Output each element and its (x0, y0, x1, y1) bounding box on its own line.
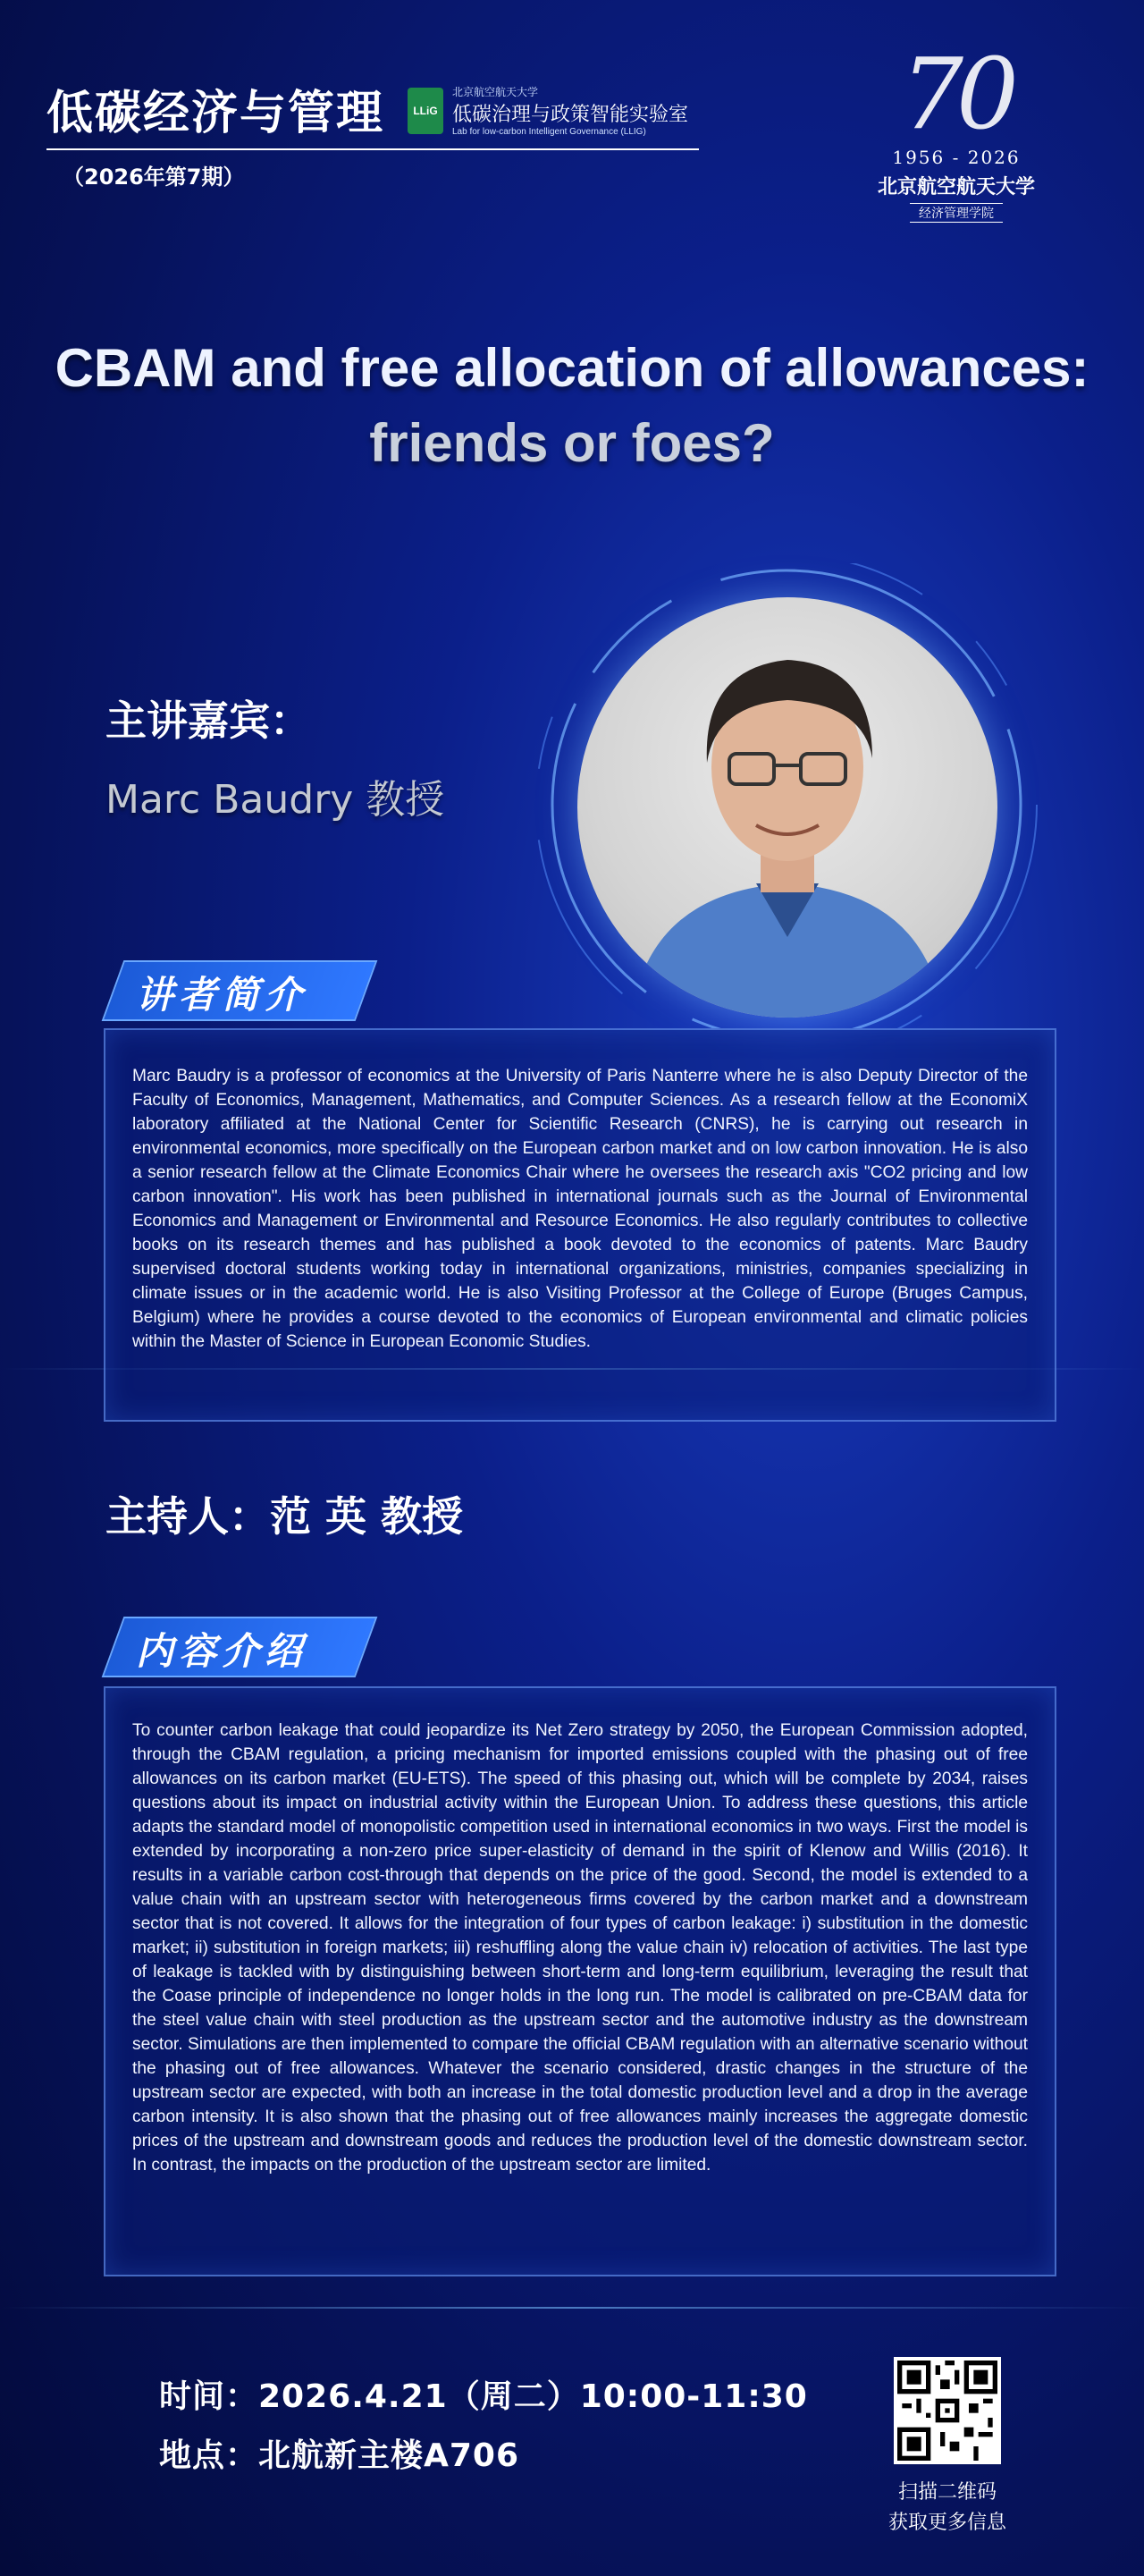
lab-university: 北京航空航天大学 (452, 86, 539, 98)
host-label: 主持人：范 英 教授 (105, 1492, 464, 1541)
content-panel (104, 1686, 1056, 2276)
anniversary-university: 北京航空航天大学 (877, 175, 1035, 198)
lab-logo (408, 88, 443, 134)
lab-block (408, 84, 688, 137)
event-place: 地点：北航新主楼A706 (159, 2437, 520, 2474)
anniversary-number: 70 (901, 37, 1012, 151)
header-divider (46, 148, 699, 150)
talk-title-line2: friends or foes? (369, 413, 775, 473)
anniversary-logo (876, 37, 1037, 223)
series-title: 低碳经济与管理 (46, 87, 385, 140)
talk-title-line1: CBAM and free allocation of allowances: (55, 338, 1089, 398)
content-section-title: 内容介绍 (136, 1629, 308, 1673)
qr-caption-more-info: 获取更多信息 (887, 2512, 1006, 2534)
event-time: 时间：2026.4.21（周二）10:00-11:30 (159, 2378, 808, 2415)
anniversary-school: 经济管理学院 (910, 203, 1003, 223)
qr-code-pattern (897, 2361, 997, 2461)
bio-text: Marc Baudry is a professor of economics at the University of Paris Nanterre where he is also Deputy Director of the Faculty of Economics, Management, Mathematics, and Computer Sciences. As a research fellow at the EconomiX laboratory affiliated at the National Center for Scientific Research (CNRS), he is carrying out research in environmental economics, more specifically on the European carbon market and on low carbon innovation. He is also a senior research fellow at the Climate Economics Chair where he oversees the research axis "CO2 pricing and low carbon innovation". His work has been published in international journals such as the Journal of Environmental Economics and Management or Environmental and Resource Economics. He also regularly contributes to collective books on its research themes and has published a book devoted to the economics of patents. Marc Baudry supervised doctoral students working today in international organizations, ministries, companies specializing in climate issues or in the academic world. He is also Visiting Professor at the College of Europe (Bruges Campus, Belgium) where he provides a course devoted to the economics of European environmental and climatic policies within the Master of Science in European Economic Studies. (132, 1067, 1028, 1351)
speaker-photo (577, 597, 997, 1018)
speaker-photo-illustration (577, 597, 997, 1018)
anniversary-years: 1956 - 2026 (892, 147, 1021, 168)
bio-panel (104, 1028, 1056, 1422)
lab-logo-text: LLiG (413, 104, 438, 117)
qr-caption-scan: 扫描二维码 (897, 2481, 997, 2504)
content-text: To counter carbon leakage that could jeopardize its Net Zero strategy by 2050, the European Commission adopted, through the CBAM regulation, a pricing mechanism for imported emissions coupled with the phasing out of free allowances on its carbon market (EU-ETS). The speed of this phasing out, which will be complete by 2034, raises questions about its impact on industrial activity within the European Union. To address these questions, this article adapts the standard model of monopolistic competition used in international economics in two ways. First the model is extended by incorporating a non-zero price super-elasticity of demand in the spirit of Klenow and Willis (2016). It results in a variable carbon cost-through that depends on the price of the good. Second, the model is extended to a value chain with an upstream sector with heterogeneous firms covered by the carbon market and a downstream sector that is not covered. It allows for the integration of four types of carbon leakage: i) substitution in the domestic market; ii) substitution in foreign markets; iii) reshuffling along the value chain iv) relocation of activities. The last type of leakage is tackled with by distinguishing between short-term and long-term equilibrium, leveraging the result that the Coase principle of independence no longer holds in the long run. The model is calibrated on pre-CBAM data for the steel value chain with steel production as the upstream sector and the automotive industry as the downstream sector. Simulations are then implemented to compare the official CBAM regulation with an alternative scenario without the phasing out of free allowances. Whatever the scenario considered, drastic changes in the structure of the upstream sector are expected, with both an increase in the total domestic production level and a drop in the average carbon intensity. It is also shown that the phasing out of free allowances mainly increases the aggregate domestic prices of the upstream and downstream goods and reduces the production level of the domestic downstream sector. In contrast, the impacts on the production of the upstream sector are limited. (132, 1721, 1028, 2175)
speaker-name: Marc Baudry 教授 (105, 777, 445, 823)
header (46, 75, 384, 142)
decorative-glow-line (0, 2307, 1144, 2309)
lab-name-cn: 低碳治理与政策智能实验室 (452, 104, 689, 126)
speaker-label: 主讲嘉宾： (105, 697, 311, 745)
bio-section-title: 讲者简介 (136, 973, 308, 1017)
issue-number: （2026年第7期） (63, 165, 245, 190)
lab-text (452, 84, 688, 137)
qr-code[interactable] (894, 2357, 1001, 2464)
lab-name-en: Lab for low-carbon Intelligent Governance (LLIG) (452, 127, 646, 137)
talk-title (0, 331, 1144, 481)
